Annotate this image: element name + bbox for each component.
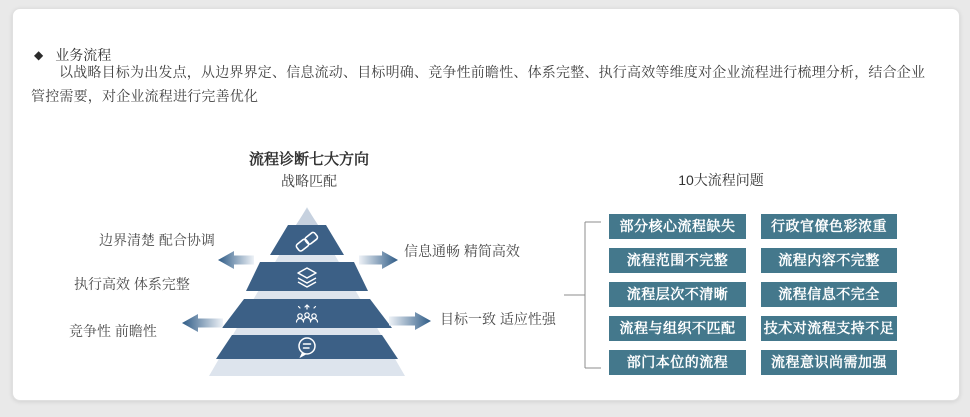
pyramid-title: 流程诊断七大方向 bbox=[248, 151, 369, 168]
section-title: 业务流程 bbox=[55, 47, 112, 63]
label-goal: 目标一致 适应性强 bbox=[440, 311, 556, 327]
problem-box: 技术对流程支持不足 bbox=[761, 316, 897, 341]
pyramid-top-label: 战略匹配 bbox=[281, 173, 337, 189]
problem-box: 流程层次不清晰 bbox=[609, 282, 746, 307]
diamond-bullet-icon: ◆ bbox=[34, 48, 44, 62]
problem-box: 部分核心流程缺失 bbox=[609, 214, 746, 239]
problem-box: 流程范围不完整 bbox=[609, 248, 746, 273]
problem-box: 流程内容不完整 bbox=[761, 248, 897, 273]
problem-box: 行政官僚色彩浓重 bbox=[761, 214, 897, 239]
arrow-left-top-icon bbox=[218, 251, 254, 269]
bracket bbox=[546, 206, 606, 371]
problems-title: 10大流程问题 bbox=[678, 172, 764, 188]
problem-box: 部门本位的流程 bbox=[609, 350, 746, 375]
problems-grid bbox=[609, 214, 897, 375]
problem-box: 流程信息不完全 bbox=[761, 282, 897, 307]
section-paragraph: 以战略目标为出发点，从边界界定、信息流动、目标明确、竞争性前瞻性、体系完整、执行高效等维度对企业流程进行梳理分析，结合企业管控需要，对企业流程进行完善优化 bbox=[31, 64, 926, 104]
problem-box: 流程与组织不匹配 bbox=[609, 316, 746, 341]
label-execution: 执行高效 体系完整 bbox=[74, 276, 190, 292]
label-boundary: 边界清楚 配合协调 bbox=[99, 232, 215, 248]
label-competitiveness: 竞争性 前瞻性 bbox=[69, 323, 157, 339]
label-information: 信息通畅 精简高效 bbox=[404, 243, 520, 259]
problem-box: 流程意识尚需加强 bbox=[761, 350, 897, 375]
pyramid-band-3 bbox=[222, 299, 392, 328]
content-card bbox=[12, 8, 960, 401]
